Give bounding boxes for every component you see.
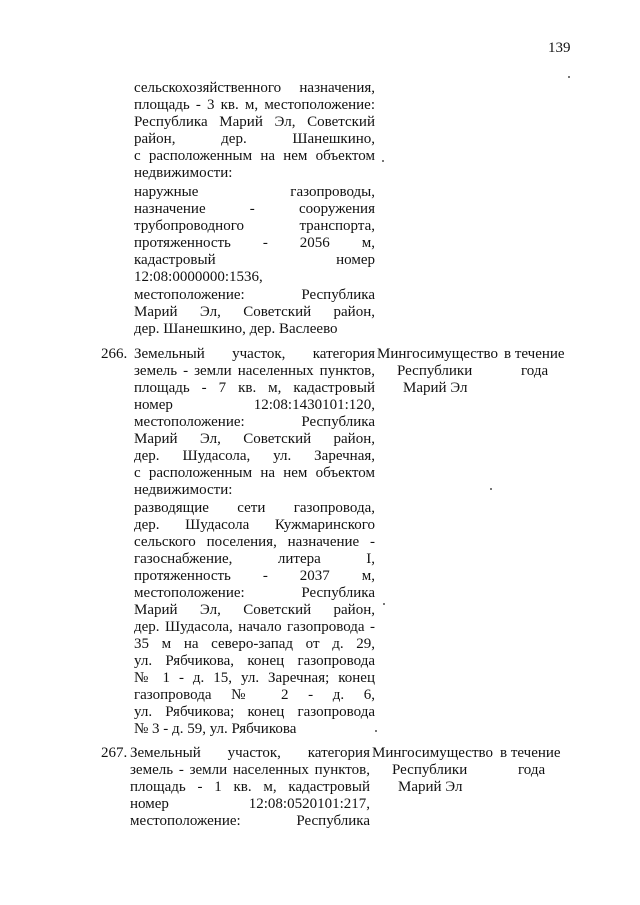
description-line: газопровода № 2 - д. 6, [134, 687, 375, 703]
deadline-line: года [518, 762, 546, 778]
continuation-line: Марий Эл, Советский район, [134, 304, 375, 320]
description-line: № 3 - д. 59, ул. Рябчикова [134, 721, 297, 737]
scan-speck [382, 160, 384, 162]
description-line: сельского поселения, назначение - [134, 534, 375, 550]
description-line: Марий Эл, Советский район, [134, 431, 375, 447]
continuation-line: протяженность - 2056 м, [134, 235, 375, 251]
description-line: площадь - 1 кв. м, кадастровый [130, 779, 370, 795]
continuation-line: район, дер. Шанешкино, [134, 131, 375, 147]
responsible-line: Республики [392, 762, 468, 778]
continuation-line: сельскохозяйственного назначения, [134, 80, 375, 96]
description-line: газоснабжение, литера I, [134, 551, 375, 567]
entry-number: 267. [101, 745, 128, 761]
description-line: местоположение: Республика [134, 414, 375, 430]
description-line: дер. Шудасола Кужмаринского [134, 517, 375, 533]
description-line: Земельный участок, категория [134, 346, 375, 362]
deadline-line: года [521, 363, 549, 379]
continuation-line: наружные газопроводы, [134, 184, 375, 200]
description-line: местоположение: Республика [130, 813, 370, 829]
description-line: ул. Рябчикова, конец газопровода [134, 653, 375, 669]
continuation-line: назначение - сооружения [134, 201, 375, 217]
continuation-line: Республика Марий Эл, Советский [134, 114, 375, 130]
description-line: местоположение: Республика [134, 585, 375, 601]
description-line: номер 12:08:0520101:217, [130, 796, 370, 812]
description-line: Земельный участок, категория [130, 745, 370, 761]
description-line: дер. Шудасола, начало газопровода - [134, 619, 375, 635]
page-number: 139 [548, 40, 571, 56]
responsible-line: Марий Эл [398, 779, 463, 795]
continuation-line: кадастровый номер [134, 252, 375, 268]
scan-speck [568, 76, 570, 78]
scan-speck [375, 730, 377, 732]
description-line: земель - земли населенных пунктов, [134, 363, 375, 379]
description-line: с расположенным на нем объектом [134, 465, 375, 481]
continuation-line: 12:08:0000000:1536, [134, 269, 263, 285]
description-line: разводящие сети газопровода, [134, 500, 375, 516]
description-line: 35 м на северо-запад от д. 29, [134, 636, 375, 652]
continuation-line: дер. Шанешкино, дер. Васлеево [134, 321, 338, 337]
continuation-line: трубопроводного транспорта, [134, 218, 375, 234]
description-line: площадь - 7 кв. м, кадастровый [134, 380, 375, 396]
description-line: недвижимости: [134, 482, 233, 498]
entry-number: 266. [101, 346, 128, 362]
continuation-line: площадь - 3 кв. м, местоположение: [134, 97, 375, 113]
description-line: № 1 - д. 15, ул. Заречная; конец [134, 670, 375, 686]
continuation-line: местоположение: Республика [134, 287, 375, 303]
description-line: Марий Эл, Советский район, [134, 602, 375, 618]
deadline-line: в течение [500, 745, 561, 761]
responsible-line: Республики [397, 363, 473, 379]
scan-speck [490, 488, 492, 490]
continuation-line: недвижимости: [134, 165, 233, 181]
description-line: земель - земли населенных пунктов, [130, 762, 370, 778]
deadline-line: в течение [504, 346, 565, 362]
responsible-line: Мингосимущество [377, 346, 498, 362]
description-line: номер 12:08:1430101:120, [134, 397, 375, 413]
scan-speck [383, 603, 385, 605]
responsible-line: Мингосимущество [372, 745, 493, 761]
responsible-line: Марий Эл [403, 380, 468, 396]
continuation-line: с расположенным на нем объектом [134, 148, 375, 164]
description-line: ул. Рябчикова; конец газопровода [134, 704, 375, 720]
description-line: дер. Шудасола, ул. Заречная, [134, 448, 375, 464]
description-line: протяженность - 2037 м, [134, 568, 375, 584]
